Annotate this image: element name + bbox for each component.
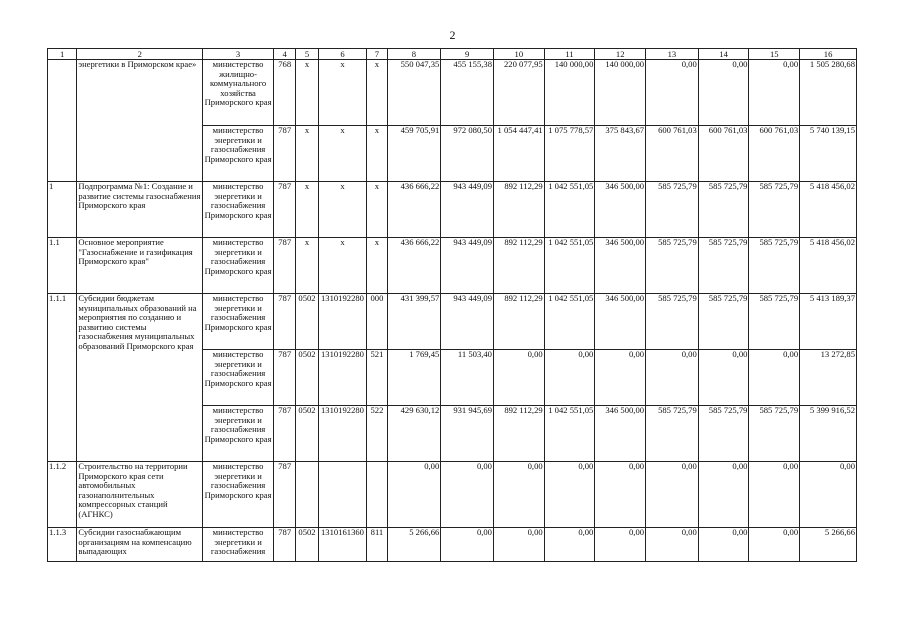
cell-value: 5 413 189,37 xyxy=(800,294,857,350)
cell-code: x xyxy=(367,182,387,238)
cell-value: 600 761,03 xyxy=(646,126,699,182)
column-header: 8 xyxy=(387,49,441,60)
cell-value: 1 042 551,05 xyxy=(544,294,595,350)
row-name: Основное мероприятие "Газоснабжение и газификация Приморского края" xyxy=(77,238,203,294)
cell-value: 892 112,29 xyxy=(493,238,544,294)
budget-table xyxy=(47,48,857,562)
cell-code: 521 xyxy=(367,350,387,406)
column-header: 16 xyxy=(800,49,857,60)
cell-value: 943 449,09 xyxy=(441,238,494,294)
responsible-org: министерство энергетики и газоснабжения Приморского края xyxy=(203,238,274,294)
cell-value: 0,00 xyxy=(493,462,544,528)
cell-value: 892 112,29 xyxy=(493,406,544,462)
responsible-org: министерство энергетики и газоснабжения Приморского края xyxy=(203,350,274,406)
cell-value: 585 725,79 xyxy=(698,238,749,294)
column-header: 11 xyxy=(544,49,595,60)
cell-code: 0502 xyxy=(296,350,318,406)
cell-value: 5 418 456,02 xyxy=(800,182,857,238)
cell-value: 0,00 xyxy=(441,462,494,528)
responsible-org: министерство энергетики и газоснабжения Приморского края xyxy=(203,406,274,462)
cell-value: 0,00 xyxy=(749,60,800,126)
cell-value: 5 740 139,15 xyxy=(800,126,857,182)
responsible-org: министерство энергетики и газоснабжения Приморского края xyxy=(203,294,274,350)
table-row xyxy=(48,182,857,238)
column-header: 10 xyxy=(493,49,544,60)
row-number: 1.1 xyxy=(48,238,77,294)
cell-value: 346 500,00 xyxy=(595,294,646,350)
cell-value: 585 725,79 xyxy=(646,182,699,238)
column-header: 3 xyxy=(203,49,274,60)
responsible-org: министерство энергетики и газоснабжения xyxy=(203,528,274,562)
cell-value: 0,00 xyxy=(749,528,800,562)
cell-value: 0,00 xyxy=(698,462,749,528)
cell-value: 346 500,00 xyxy=(595,406,646,462)
cell-value: 1 054 447,41 xyxy=(493,126,544,182)
cell-code: 787 xyxy=(274,294,296,350)
column-header: 5 xyxy=(296,49,318,60)
cell-value: 0,00 xyxy=(441,528,494,562)
row-number: 1.1.2 xyxy=(48,462,77,528)
cell-value: 346 500,00 xyxy=(595,182,646,238)
cell-value: 1 042 551,05 xyxy=(544,406,595,462)
column-header: 1 xyxy=(48,49,77,60)
cell-value: 0,00 xyxy=(749,350,800,406)
cell-value: 0,00 xyxy=(493,350,544,406)
cell-code: x xyxy=(367,238,387,294)
cell-code: 768 xyxy=(274,60,296,126)
row-name: Субсидии бюджетам муниципальных образований на мероприятия по созданию и развитию системы газоснабжения муниципальных образований Приморского края xyxy=(77,294,203,462)
cell-value: 436 666,22 xyxy=(387,238,441,294)
cell-value: 429 630,12 xyxy=(387,406,441,462)
cell-value: 550 047,35 xyxy=(387,60,441,126)
cell-value: 459 705,91 xyxy=(387,126,441,182)
cell-code: 0502 xyxy=(296,528,318,562)
cell-value: 1 769,45 xyxy=(387,350,441,406)
cell-value: 0,00 xyxy=(646,462,699,528)
cell-value: 140 000,00 xyxy=(544,60,595,126)
cell-code: 1310192280 xyxy=(318,350,367,406)
responsible-org: министерство энергетики и газоснабжения Приморского края xyxy=(203,126,274,182)
cell-value: 140 000,00 xyxy=(595,60,646,126)
column-header: 9 xyxy=(441,49,494,60)
cell-value: 585 725,79 xyxy=(646,294,699,350)
cell-value: 972 080,50 xyxy=(441,126,494,182)
cell-value: 0,00 xyxy=(493,528,544,562)
cell-code: 787 xyxy=(274,182,296,238)
cell-value: 5 418 456,02 xyxy=(800,238,857,294)
cell-code: x xyxy=(318,126,367,182)
cell-value: 0,00 xyxy=(698,528,749,562)
column-header: 6 xyxy=(318,49,367,60)
cell-value: 585 725,79 xyxy=(698,182,749,238)
cell-value: 585 725,79 xyxy=(646,406,699,462)
page-number: 2 xyxy=(449,28,456,42)
cell-value: 585 725,79 xyxy=(749,182,800,238)
cell-code: 787 xyxy=(274,238,296,294)
row-name: Субсидии газоснабжающим организациям на компенсацию выпадающих xyxy=(77,528,203,562)
column-header: 14 xyxy=(698,49,749,60)
cell-code: x xyxy=(318,60,367,126)
cell-value: 892 112,29 xyxy=(493,294,544,350)
cell-value: 585 725,79 xyxy=(749,294,800,350)
cell-value: 0,00 xyxy=(646,350,699,406)
cell-value: 0,00 xyxy=(646,60,699,126)
cell-value: 1 075 778,57 xyxy=(544,126,595,182)
cell-value: 0,00 xyxy=(544,462,595,528)
column-header: 13 xyxy=(646,49,699,60)
cell-value: 585 725,79 xyxy=(749,406,800,462)
cell-value: 5 266,66 xyxy=(387,528,441,562)
row-name: Подпрограмма №1: Создание и развитие системы газоснабжения Приморского края xyxy=(77,182,203,238)
cell-code: 1310161360 xyxy=(318,528,367,562)
cell-code: 1310192280 xyxy=(318,294,367,350)
row-name: Строительство на территории Приморского края сети автомобильных газонаполнительных компрессорных станций (АГНКС) xyxy=(77,462,203,528)
cell-value: 943 449,09 xyxy=(441,294,494,350)
cell-value: 455 155,38 xyxy=(441,60,494,126)
row-name: энергетики в Приморском крае» xyxy=(77,60,203,182)
table-row xyxy=(48,238,857,294)
table-row xyxy=(48,528,857,562)
cell-value: 0,00 xyxy=(595,528,646,562)
cell-code: 0502 xyxy=(296,406,318,462)
cell-code: 1310192280 xyxy=(318,406,367,462)
cell-value: 0,00 xyxy=(595,462,646,528)
cell-value: 0,00 xyxy=(800,462,857,528)
column-header: 4 xyxy=(274,49,296,60)
cell-code xyxy=(367,462,387,528)
cell-value: 0,00 xyxy=(698,60,749,126)
cell-code: x xyxy=(296,238,318,294)
cell-value: 346 500,00 xyxy=(595,238,646,294)
cell-value: 0,00 xyxy=(749,462,800,528)
cell-code: 000 xyxy=(367,294,387,350)
cell-code: x xyxy=(367,60,387,126)
cell-code: x xyxy=(296,182,318,238)
cell-value: 600 761,03 xyxy=(698,126,749,182)
cell-value: 431 399,57 xyxy=(387,294,441,350)
table-row xyxy=(48,462,857,528)
cell-code: 787 xyxy=(274,126,296,182)
responsible-org: министерство энергетики и газоснабжения Приморского края xyxy=(203,182,274,238)
cell-code: x xyxy=(318,238,367,294)
cell-value: 0,00 xyxy=(544,350,595,406)
cell-code: 787 xyxy=(274,406,296,462)
column-header: 15 xyxy=(749,49,800,60)
column-header: 7 xyxy=(367,49,387,60)
row-number: 1.1.1 xyxy=(48,294,77,462)
cell-code: 787 xyxy=(274,350,296,406)
cell-value: 11 503,40 xyxy=(441,350,494,406)
cell-value: 585 725,79 xyxy=(698,406,749,462)
cell-code: x xyxy=(318,182,367,238)
cell-code: x xyxy=(367,126,387,182)
cell-code: x xyxy=(296,60,318,126)
cell-code xyxy=(296,462,318,528)
cell-value: 5 399 916,52 xyxy=(800,406,857,462)
cell-code: 787 xyxy=(274,462,296,528)
row-number: 1.1.3 xyxy=(48,528,77,562)
cell-value: 5 266,66 xyxy=(800,528,857,562)
cell-value: 585 725,79 xyxy=(646,238,699,294)
header-row xyxy=(48,49,857,60)
row-number: 1 xyxy=(48,182,77,238)
cell-value: 0,00 xyxy=(698,350,749,406)
row-number xyxy=(48,60,77,182)
column-header: 2 xyxy=(77,49,203,60)
cell-value: 0,00 xyxy=(595,350,646,406)
cell-value: 0,00 xyxy=(387,462,441,528)
column-header: 12 xyxy=(595,49,646,60)
cell-code: x xyxy=(296,126,318,182)
table-row xyxy=(48,294,857,350)
cell-value: 375 843,67 xyxy=(595,126,646,182)
cell-value: 0,00 xyxy=(646,528,699,562)
cell-value: 436 666,22 xyxy=(387,182,441,238)
table-row xyxy=(48,60,857,126)
cell-value: 220 077,95 xyxy=(493,60,544,126)
responsible-org: министерство энергетики и газоснабжения Приморского края xyxy=(203,462,274,528)
cell-value: 1 505 280,68 xyxy=(800,60,857,126)
cell-code: 522 xyxy=(367,406,387,462)
cell-value: 931 945,69 xyxy=(441,406,494,462)
cell-value: 892 112,29 xyxy=(493,182,544,238)
cell-value: 13 272,85 xyxy=(800,350,857,406)
cell-code xyxy=(318,462,367,528)
cell-value: 600 761,03 xyxy=(749,126,800,182)
cell-value: 1 042 551,05 xyxy=(544,182,595,238)
cell-code: 787 xyxy=(274,528,296,562)
cell-value: 943 449,09 xyxy=(441,182,494,238)
cell-code: 811 xyxy=(367,528,387,562)
cell-value: 585 725,79 xyxy=(749,238,800,294)
cell-value: 585 725,79 xyxy=(698,294,749,350)
cell-value: 0,00 xyxy=(544,528,595,562)
cell-value: 1 042 551,05 xyxy=(544,238,595,294)
responsible-org: министерство жилищно-коммунального хозяйства Приморского края xyxy=(203,60,274,126)
cell-code: 0502 xyxy=(296,294,318,350)
